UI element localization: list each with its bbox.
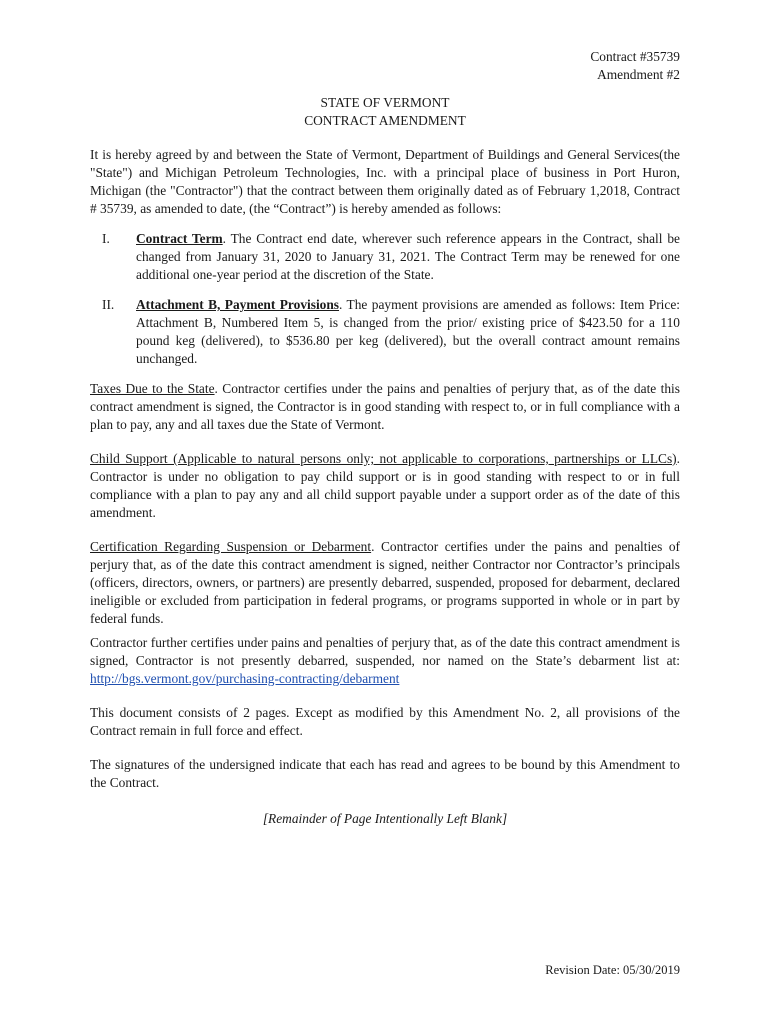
remainder-note: [Remainder of Page Intentionally Left Blank] — [262, 811, 508, 826]
amendment-number: Amendment #2 — [597, 67, 680, 82]
debarment-list-link[interactable]: http://bgs.vermont.gov/purchasing-contracting/debarment — [90, 671, 400, 686]
item-body — [136, 230, 680, 284]
certification-text: . Contractor certifies under the pains and penalties of perjury that, as of the date this contract amendment is signed, neither Contractor nor Contractor’s principals (officers, directors, owners, or partners) are presently debarred, suspended, proposed for debarment, declared ineligible or excluded from participation in federal programs, or programs supported in whole or in part by federal funds. — [90, 539, 680, 626]
amendment-item-1 — [90, 230, 680, 284]
item-numeral: II. — [102, 297, 115, 312]
title-line-2: CONTRACT AMENDMENT — [304, 113, 466, 128]
contract-header — [590, 48, 680, 84]
revision-date: Revision Date: 05/30/2019 — [545, 963, 680, 977]
further-cert-text: Contractor further certifies under pains and penalties of perjury that, as of the date this contract amendment is signed, Contractor is not presently debarred, suspended, nor named on the State’s debarment list at: — [90, 635, 680, 668]
signatures-note: The signatures of the undersigned indicate that each has read and agrees to be bound by this Amendment to the Contract. — [90, 757, 680, 790]
taxes-heading: Taxes Due to the State — [90, 381, 215, 396]
child-support-heading: Child Support (Applicable to natural persons only; not applicable to corporations, partnerships or LLCs) — [90, 451, 677, 466]
item-body — [136, 296, 680, 368]
certification-section — [90, 538, 680, 628]
child-support-text: . Contractor is under no obligation to pay child support or is in good standing with respect to or in full compliance with a plan to pay any and all child support payable under a support order as of the date of this amendment. — [90, 451, 680, 520]
child-support-section — [90, 450, 680, 522]
item-text: . The payment provisions are amended as follows: Item Price: Attachment B, Numbered Item 5, is changed from the prior/ existing price of $423.50 for a 110 pound keg (delivered), to $536.80 per keg (delivered), but the overall contract amount remains unchanged. — [136, 297, 680, 366]
title-line-1: STATE OF VERMONT — [320, 95, 450, 110]
document-body — [90, 146, 680, 828]
intro-paragraph: It is hereby agreed by and between the State of Vermont, Department of Buildings and General Services(the "State") and Michigan Petroleum Technologies, Inc. with a principal place of business in Port Huron, Michigan (the "Contractor") that the contract between them originally dated as of February 1,2018, Contract # 35739, as amended to date, (the “Contract”) is hereby amended as follows: — [90, 147, 680, 216]
taxes-section — [90, 380, 680, 434]
pages-note: This document consists of 2 pages. Except as modified by this Amendment No. 2, all provisions of the Contract remain in full force and effect. — [90, 705, 680, 738]
item-text: . The Contract end date, wherever such reference appears in the Contract, shall be changed from January 31, 2020 to January 31, 2021. The Contract Term may be renewed for one additional one-year period at the discretion of the State. — [136, 231, 680, 282]
item-heading: Contract Term — [136, 231, 223, 246]
document-title — [0, 94, 770, 130]
item-heading: Attachment B, Payment Provisions — [136, 297, 340, 312]
taxes-text: . Contractor certifies under the pains and penalties of perjury that, as of the date this contract amendment is signed, the Contractor is in good standing with respect to, or in full compliance with a plan to pay, any and all taxes due the State of Vermont. — [90, 381, 680, 432]
amendment-item-2 — [90, 296, 680, 368]
contract-number: Contract #35739 — [590, 49, 680, 64]
further-certification-section — [90, 634, 680, 688]
item-numeral: I. — [102, 231, 110, 246]
certification-heading: Certification Regarding Suspension or Debarment — [90, 539, 372, 554]
